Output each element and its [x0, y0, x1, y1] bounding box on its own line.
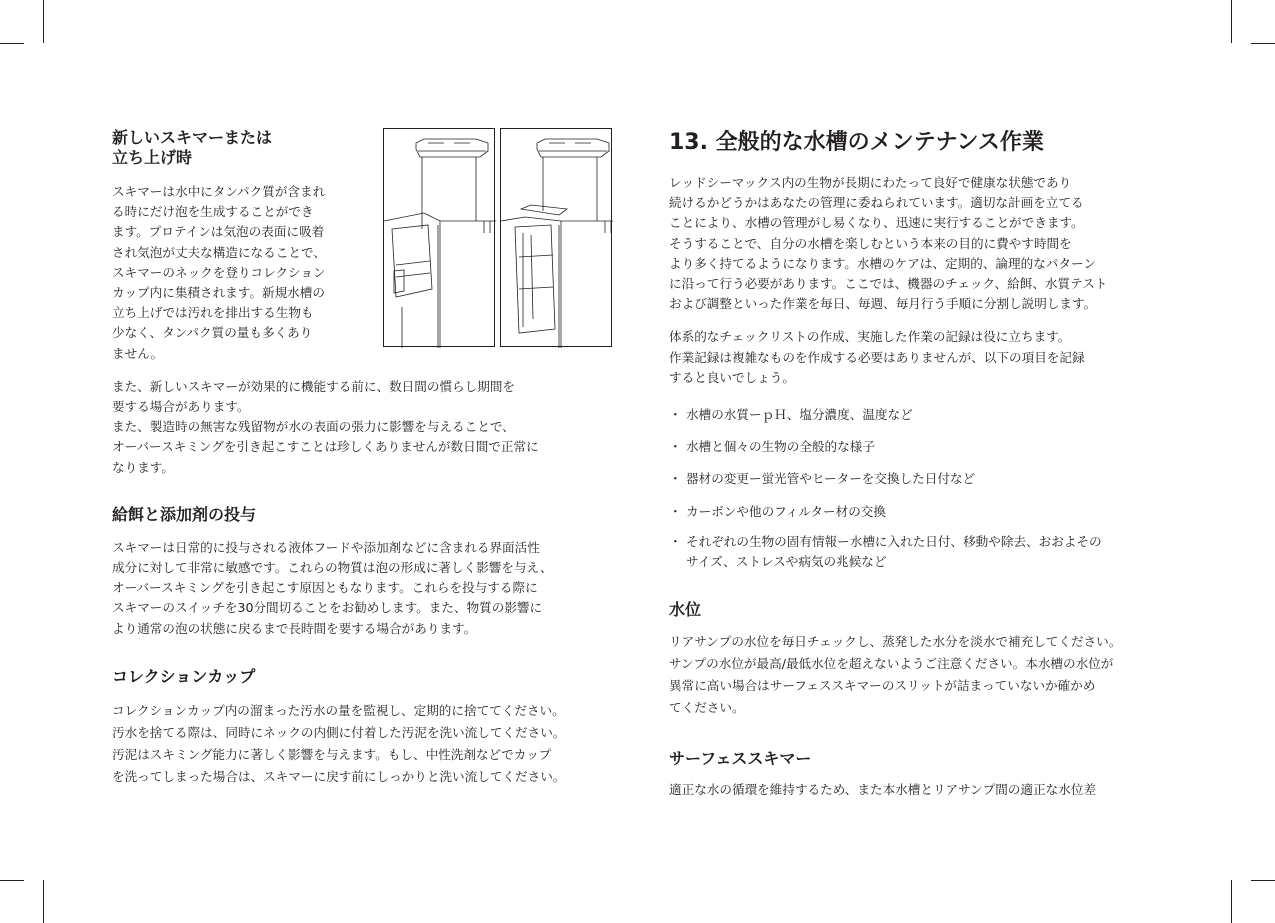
crop-mark	[43, 0, 44, 43]
list-item: ・ 水槽と個々の生物の全般的な様子	[669, 437, 1174, 457]
new-skimmer-heading: 新しいスキマーまたは 立ち上げ時	[112, 128, 273, 167]
collection-cup-heading: コレクションカップ	[112, 666, 256, 686]
water-level-heading: 水位	[669, 600, 702, 620]
crop-mark	[0, 880, 24, 881]
new-skimmer-section	[112, 128, 612, 364]
new-skimmer-continued: また、新しいスキマーが効果的に機能する前に、数日間の慣らし期間を 要する場合があります。 また、製造時の無害な残留物が水の表面の張力に影響を与えることで、 オーバースキミングを引き起こすことは珍しくありませんが数日間で正常に なります。	[112, 378, 539, 475]
right-column	[669, 128, 1174, 800]
crop-mark	[1251, 880, 1275, 881]
list-item: ・ 器材の変更ー蛍光管やヒーターを交換した日付など	[669, 469, 1174, 489]
checklist-intro: 体系的なチェックリストの作成、実施した作業の記録は役に立ちます。 作業記録は複雑なものを作成する必要はありませんが、以下の項目を記録 すると良いでしょう。	[669, 329, 1085, 385]
skimmer-figure-1	[383, 128, 495, 347]
left-column	[112, 128, 612, 788]
list-item: ・ カーボンや他のフィルター材の交換	[669, 502, 1174, 522]
section-title: 13. 全般的な水槽のメンテナンス作業	[669, 130, 1044, 155]
bullet-mark: ・	[669, 533, 682, 549]
skimmer-figure-2	[500, 128, 612, 347]
list-item: ・ それぞれの生物の固有情報ー水槽に入れた日付、移動や除去、おおよその サイズ、ストレスや病気の兆候など	[669, 533, 1102, 570]
record-items-list	[669, 405, 1174, 572]
crop-mark	[0, 43, 24, 44]
crop-mark	[1251, 43, 1275, 44]
list-item: ・ 水槽の水質ーｐＨ、塩分濃度、温度など	[669, 405, 1174, 425]
bullet-mark: ・	[669, 439, 682, 455]
skimmer-figures	[383, 128, 612, 364]
bullet-mark: ・	[669, 407, 682, 423]
water-level-body: リアサンプの水位を毎日チェックし、蒸発した水分を淡水で補充してください。 サンプの水位が最高/最低水位を超えないようご注意ください。本水槽の水位が 異常に高い場合はサーフェススキマーのスリットが詰まっていないか確かめ てください。	[669, 634, 1122, 716]
new-skimmer-intro: スキマーは水中にタンパク質が含まれ る時にだけ泡を生成することができ ます。プロテインは気泡の表面に吸着 され気泡が丈夫な構造になることで、 スキマーのネックを登りコレクション カップ内に集積されます。新規水槽の 立ち上げでは汚れを排出する生物も 少なく、タンパク質の量も多くあり ません。	[112, 184, 326, 361]
crop-mark	[1231, 880, 1232, 923]
crop-mark	[43, 880, 44, 923]
feeding-heading: 給餌と添加剤の投与	[112, 504, 257, 524]
feeding-body: スキマーは日常的に投与される液体フードや添加剤などに含まれる界面活性 成分に対して非常に敏感です。これらの物質は泡の形成に著しく影響を与え、 オーバースキミングを引き起こす原因ともなります。これらを投与する際に スキマーのスイッチを30分間切ることをお勧めします。また、物質の影響に より通常の泡の状態に戻るまで長時間を要する場合があります。	[112, 539, 553, 636]
maintenance-intro: レッドシーマックス内の生物が長期にわたって良好で健康な状態であり 続けるかどうかはあなたの管理に委ねられています。適切な計画を立てる ことにより、水槽の管理がし易くなり、迅速に実行することができます。 そうすることで、自分の水槽を楽しむという本来の目的に費やす時間を より多く持てるようになります。水槽のケアは、定期的、論理的なパターン に沿って行う必要があります。ここでは、機器のチェック、給餌、水質テスト および調整といった作業を毎日、毎週、毎月行う手順に分割し説明します。	[669, 175, 1108, 312]
bullet-mark: ・	[669, 503, 682, 519]
collection-cup-body: コレクションカップ内の溜まった汚水の量を監視し、定期的に捨ててください。 汚水を捨てる際は、同時にネックの内側に付着した汚泥を洗い流してください。 汚泥はスキミング能力に著しく影響を与えます。もし、中性洗剤などでカップ を洗ってしまった場合は、スキマーに戻す前にしっかりと洗い流してください。	[112, 702, 566, 784]
surface-skimmer-heading: サーフェススキマー	[669, 749, 812, 769]
bullet-mark: ・	[669, 471, 682, 487]
surface-skimmer-body: 適正な水の循環を維持するため、また本水槽とリアサンプ間の適正な水位差	[669, 782, 1097, 798]
crop-mark	[1231, 0, 1232, 43]
